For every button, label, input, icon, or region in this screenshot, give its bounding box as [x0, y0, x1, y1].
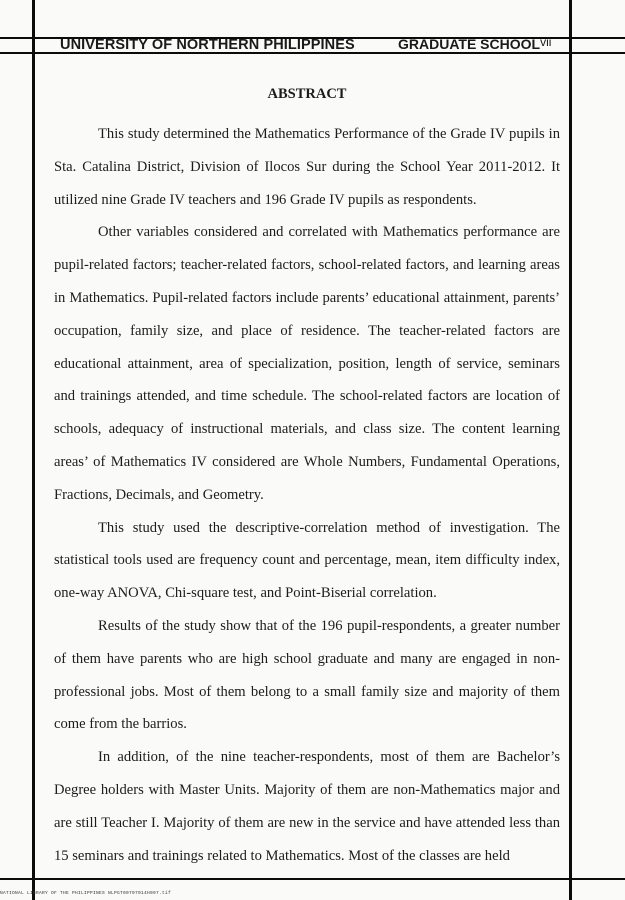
school-label	[398, 36, 551, 52]
abstract-section	[54, 84, 560, 872]
page-number: vii	[540, 35, 552, 49]
bottom-rule	[0, 878, 625, 880]
abstract-paragraph-3: This study used the descriptive-correlation method of investigation. The statistical tools used are frequency count and percentage, mean, item difficulty index, one-way ANOVA, Chi-square test, and Point-Biserial correlation.	[54, 519, 560, 602]
scan-footer-note: NATIONAL LIBRARY OF THE PHILIPPINES NLPGT00707014H097.tif	[0, 891, 172, 896]
abstract-paragraph-5: In addition, of the nine teacher-respondents, most of them are Bachelor’s Degree holders with Master Units. Majority of them are non-Mathematics major and are still Teacher I. Majority of them are new in the service and have attended less than 15 seminars and trainings related to Mathematics. Most of the classes are held	[54, 749, 560, 864]
abstract-paragraph-1: This study determined the Mathematics Performance of the Grade IV pupils in Sta. Catalina District, Division of Ilocos Sur during the School Year 2011-2012. It utilized nine Grade IV teachers and 196 Grade IV pupils as respondents.	[54, 126, 560, 208]
abstract-paragraph-4: Results of the study show that of the 196 pupil-respondents, a greater number of them have parents who are high school graduate and many are engaged in non-professional jobs. Most of them belong to a small family size and majority of them come from the barrios.	[54, 617, 560, 733]
abstract-paragraph-2: Other variables considered and correlated with Mathematics performance are pupil-related factors; teacher-related factors, school-related factors, and learning areas in Mathematics. Pupil-related factors include parents’ educational attainment, parents’ occupation, family size, and place of residence. The teacher-related factors are educational attainment, area of specialization, position, length of service, seminars and trainings attended, and time schedule. The school-related factors are location of schools, adequacy of instructional materials, and class size. The content learning areas’ of Mathematics IV considered are Whole Numbers, Fundamental Operations, Fractions, Decimals, and Geometry.	[54, 224, 560, 503]
graduate-school-text: GRADUATE SCHOOL	[398, 36, 541, 52]
abstract-title: ABSTRACT	[267, 86, 347, 102]
university-name: UNIVERSITY OF NORTHERN PHILIPPINES	[60, 37, 355, 53]
page-header	[0, 36, 625, 54]
left-border-line	[32, 0, 35, 900]
right-border-line	[569, 0, 572, 900]
